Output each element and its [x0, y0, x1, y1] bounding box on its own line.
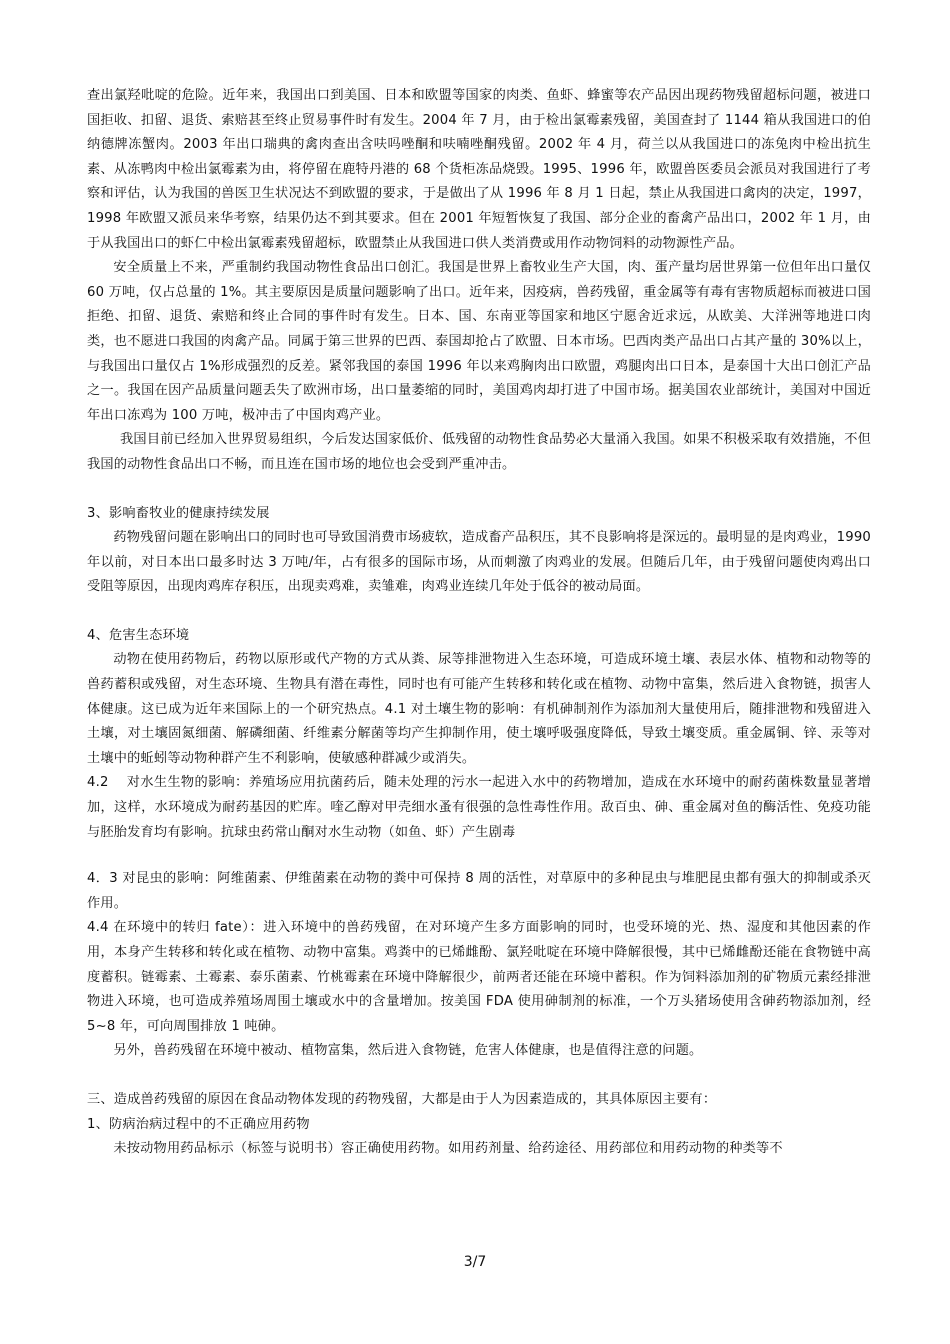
paragraph-livestock-impact: 药物残留问题在影响出口的同时也可导致国消费市场疲软，造成畜产品积压，其不良影响将是深远的。最明显的是肉鸡业，1990 年以前，对日本出口最多时达 3 万吨/年，占有很多的国际市场，从而刺激了肉鸡业的发展。但随后几年，由于残留问题使肉鸡出口受阻等原因，出现肉鸡库存积压，出现卖鸡难，卖雏难，肉鸡业连续几年处于低谷的被动局面。 [87, 530, 871, 595]
section-heading-causes: 三、造成兽药残留的原因在食品动物体发现的药物残留，大都是由于人为因素造成的，其具体原因主要有： [87, 1091, 717, 1107]
paragraph-environment-fate: 4.4 在环境中的转归 fate）：进入环境中的兽药残留，在对环境产生多方面影响的同时，也受环境的光、热、湿度和其他因素的作用，本身产生转移和转化或在植物、动物中富集。鸡粪中的已烯雌酚、氯羟吡啶在环境中降解很慢，其中已烯雌酚还能在食物链中高度蓄积。链霉素、土霉素、泰乐菌素、竹桃霉素在环境中降解很少，前两者还能在环境中蓄积。作为饲料添加剂的矿物质元素经排泄物进入环境，也可造成养殖场周围土壤或水中的含量增加。按美国 FDA 使用砷制剂的标准，一个万头猪场使用含砷药物添加剂，经 5~8 年，可向周围排放 1 吨砷。 [87, 920, 871, 1034]
section-heading-3: 3、影响畜牧业的健康持续发展 [87, 505, 270, 521]
document-body [87, 84, 871, 1162]
paragraph-improper-use: 未按动物用药品标示（标签与说明书）容正确使用药物。如用药剂量、给药途径、用药部位和用药动物的种类等不 [113, 1141, 783, 1157]
paragraph-food-chain: 另外，兽药残留在环境中被动、植物富集，然后进入食物链，危害人体健康，也是值得注意的问题。 [113, 1043, 703, 1059]
paragraph-aquatic-impact: 4.2 对水生生物的影响：养殖场应用抗菌药后，随未处理的污水一起进入水中的药物增加，造成在水环境中的耐药菌株数量显著增加，这样，水环境成为耐药基因的贮库。喹乙醇对甲壳细水蚤有很强的急性毒性作用。敌百虫、砷、重金属对鱼的酶活性、免疫功能与胚胎发育均有影响。抗球虫药常山酮对水生动物（如鱼、虾）产生剧毒 [87, 775, 871, 840]
section-heading-4: 4、危害生态环境 [87, 627, 190, 643]
paragraph-insect-impact: 4．3 对昆虫的影响：阿维菌素、伊维菌素在动物的粪中可保持 8 周的活性，对草原中的多种昆虫与堆肥昆虫都有强大的抑制或杀灭作用。 [87, 871, 871, 911]
spacer [87, 600, 871, 624]
paragraph-export-rejections: 查出氯羟吡啶的危险。近年来，我国出口到美国、日本和欧盟等国家的肉类、鱼虾、蜂蜜等农产品因出现药物残留超标问题，被进口国拒收、扣留、退货、索赔甚至终止贸易事件时有发生。2004 年 7 月，由于检出氯霉素残留，美国查封了 1144 箱从我国进口的伯纳德牌冻蟹肉。2003 年出口瑞典的禽肉查出含呋吗唑酮和呋喃唑酮残留。2002 年 4 月，荷兰以从我国进口的冻兔肉中检出抗生素、从冻鸭肉中检出氯霉素为由，将停留在鹿特丹港的 68 个货柜冻品烧毁。1995、1996 年，欧盟兽医委员会派员对我国进行了考察和评估，认为我国的兽医卫生状况达不到欧盟的要求，于是做出了从 1996 年 8 月 1 日起，禁止从我国进口禽肉的决定，1997，1998 年欧盟又派员来华考察，结果仍达不到其要求。但在 2001 年短暂恢复了我国、部分企业的畜禽产品出口，2002 年 1 月，由于从我国出口的虾仁中检出氯霉素残留超标，欧盟禁止从我国进口供人类消费或用作动物饲料的动物源性产品。 [87, 88, 871, 251]
paragraph-wto-impact: 我国目前已经加入世界贸易组织，今后发达国家低价、低残留的动物性食品势必大量涌入我国。如果不积极采取有效措施，不但我国的动物性食品出口不畅，而且连在国市场的地位也会受到严重冲击。 [87, 432, 871, 472]
page-number: 3/7 [463, 1254, 487, 1270]
paragraph-ecology-soil: 动物在使用药物后，药物以原形或代产物的方式从粪、尿等排泄物进入生态环境，可造成环境土壤、表层水体、植物和动物等的兽药蓄积或残留，对生态环境、生物具有潜在毒性，同时也有可能产生转移和转化或在植物、动物中富集，然后进入食物链，损害人体健康。这已成为近年来国际上的一个研究热点。4.1 对土壤生物的影响：有机砷制剂作为添加剂大量使用后，随排泄物和残留进入土壤，对土壤固氮细菌、解磷细菌、纤维素分解菌等均产生抑制作用，使土壤呼吸强度降低，导致土壤变质。重金属铜、锌、汞等对土壤中的蚯蚓等动物种群产生不利影响，使敏感种群减少或消失。 [87, 652, 871, 766]
spacer [87, 845, 871, 867]
spacer [87, 1064, 871, 1088]
subsection-heading-1: 1、防病治病过程中的不正确应用药物 [87, 1116, 310, 1132]
spacer [87, 478, 871, 502]
paragraph-export-quality: 安全质量上不来，严重制约我国动物性食品出口创汇。我国是世界上畜牧业生产大国，肉、蛋产量均居世界第一位但年出口量仅 60 万吨，仅占总量的 1%。其主要原因是质量问题影响了出口。近年来，因疫病，兽药残留，重金属等有毒有害物质超标而被进口国拒绝、扣留、退货、索赔和终止合同的事件时有发生。日本、国、东南亚等国家和地区宁愿舍近求远，从欧美、大洋洲等地进口肉类，也不愿进口我国的肉禽产品。同属于第三世界的巴西、泰国却抢占了欧盟、日本市场。巴西肉类产品出口占其产量的 30%以上，与我国出口量仅占 1%形成强烈的反差。紧邻我国的泰国 1996 年以来鸡胸肉出口欧盟，鸡腿肉出口日本，是泰国十大出口创汇产品之一。我国在因产品质量问题丢失了欧洲市场，出口量萎缩的同时，美国鸡肉却打进了中国市场。据美国农业部统计，美国对中国近年出口冻鸡为 100 万吨，极冲击了中国肉鸡产业。 [87, 260, 871, 423]
